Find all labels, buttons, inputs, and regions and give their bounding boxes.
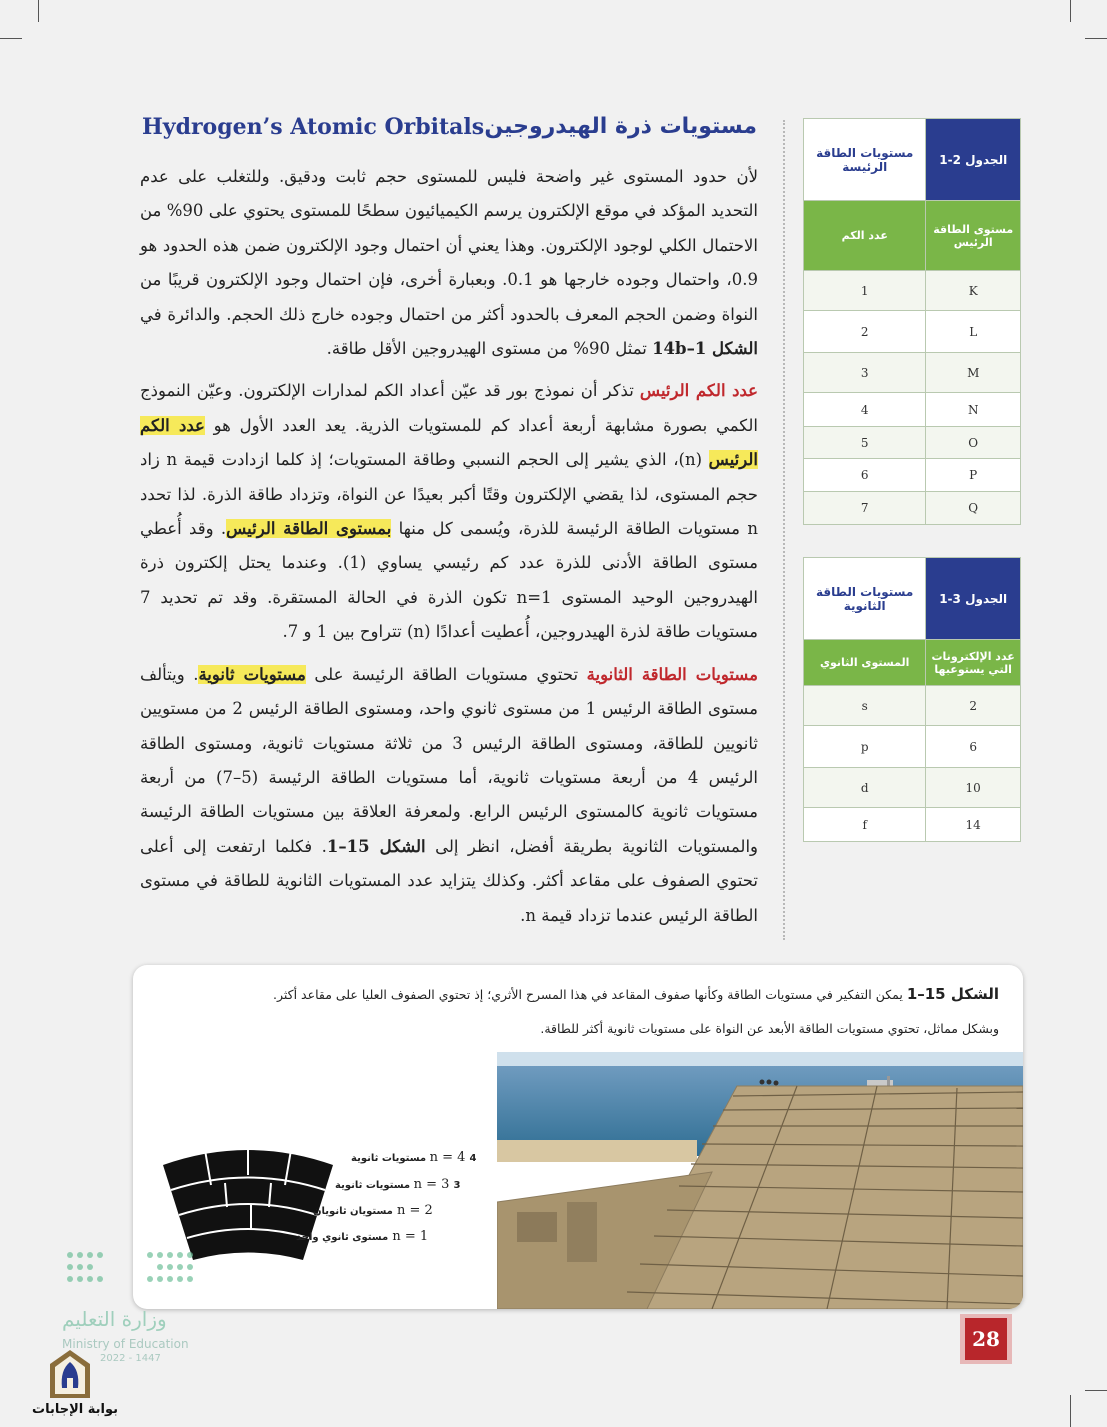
table-label: الجدول 2-1 (926, 119, 1021, 201)
table-row: 6 P (804, 459, 1021, 492)
figure-ref: الشكل 14b–1 (652, 339, 758, 359)
section-heading: مستويات الطاقة الثانوية (586, 664, 758, 684)
body-text (140, 160, 758, 941)
table-principal-levels (803, 118, 1021, 525)
page-number: 28 (965, 1318, 1007, 1360)
key-term: بمستوى الطاقة الرئيس (226, 519, 392, 539)
amphitheater-photo (497, 1052, 1023, 1309)
figure-caption-line1: الشكل 15–1 يمكن التفكير في مستويات الطاقة وكأنها صفوف المقاعد في هذا المسرح الأثري؛ إذ تحتوي الصفوف العليا على مقاعد أكثر. (273, 985, 999, 1003)
table-row: 7 Q (804, 492, 1021, 525)
dots-icon (60, 1245, 210, 1295)
ministry-year: 2022 - 1447 (100, 1353, 161, 1364)
table-row: f 14 (804, 808, 1021, 842)
arabic-title: مستويات ذرة الهيدروجين (484, 114, 757, 139)
crop-mark (1070, 0, 1071, 22)
figure-box (133, 965, 1023, 1309)
column-divider (783, 120, 785, 940)
table-row: s 2 (804, 686, 1021, 726)
level-label-n4: n = 4 4 مستويات ثانوية (351, 1150, 477, 1165)
key-term: عدد الكم الرئيس (140, 415, 758, 470)
table-label: الجدول 3-1 (926, 558, 1021, 640)
level-label-n3: n = 3 3 مستويات ثانوية (335, 1177, 461, 1192)
column-header: المستوى الثانوي (804, 640, 926, 686)
ministry-name-ar: وزارة التعليم (62, 1307, 167, 1331)
table-row: 2 L (804, 311, 1021, 353)
key-term: مستويات ثانوية (198, 664, 306, 684)
figure-caption-line2: وبشكل مماثل، تحتوي مستويات الطاقة الأبعد عن النواة على مستويات ثانوية أكثر للطاقة. (540, 1021, 999, 1036)
crop-mark (1085, 38, 1107, 39)
table-body (804, 686, 1021, 842)
crop-mark (0, 38, 22, 39)
english-title: Hydrogen’s Atomic Orbitals (142, 114, 485, 140)
mosque-icon (40, 1348, 100, 1400)
table-body (804, 271, 1021, 525)
level-label-n1: n = 1 مستوى ثانوي واحد (296, 1229, 429, 1244)
paragraph-sublevels: مستويات الطاقة الثانوية تحتوي مستويات الطاقة الرئيسة على مستويات ثانوية. ويتألف مستوى الطاقة الرئيس 1 من مستوى ثانوي واحد، ومستوى الطاقة الرئيس 2 من مستويين ثانويين للطاقة، ومستوى الطاقة الرئيس 3 من ثلاثة مستويات ثانوية، ومستوى الطاقة الرئيس 4 من أربعة مستويات ثانوية، أما مستويات الطاقة الرئيسة (5–7) من أربعة مستويات ثانوية كالمستوى الرئيس الرابع. ولمعرفة العلاقة بين مستويات الطاقة الرئيسة والمستويات الثانوية بطريقة أفضل، انظر إلى الشكل 15–1. فكلما ارتفعت إلى أعلى تحتوي الصفوف على مقاعد أكثر. وكذلك يتزايد عدد المستويات الثانوية للطاقة في مستوى الطاقة الرئيس عندما تزداد قيمة n. (140, 664, 758, 925)
brand-label: بوابة الإجابات (32, 1402, 118, 1417)
table-sublevels (803, 557, 1021, 842)
table-row: d 10 (804, 768, 1021, 808)
table-row: p 6 (804, 726, 1021, 768)
site-brand[interactable] (18, 1348, 118, 1423)
section-heading: عدد الكم الرئيس (639, 381, 758, 401)
table-row: 3 M (804, 353, 1021, 393)
column-header: عدد الكم (804, 201, 926, 271)
column-header: عدد الإلكترونات التي يستوعبها (926, 640, 1021, 686)
table-title: مستويات الطاقة الثانوية (804, 558, 926, 640)
ministry-name-en: Ministry of Education (62, 1337, 189, 1351)
table-row: 5 O (804, 427, 1021, 459)
crop-mark (1085, 1390, 1107, 1391)
level-label-n2: n = 2 مستويان ثانويان (313, 1203, 433, 1218)
paragraph-principal-quantum-number: عدد الكم الرئيس تذكر أن نموذج بور قد عيّن أعداد الكم لمدارات الإلكترون. وعيّن النموذج الكمي بصورة مشابهة أربعة أعداد كم للمستويات الذرية. يعد العدد الأول هو عدد الكم الرئيس (n)، الذي يشير إلى الحجم النسبي وطاقة المستويات؛ إذ كلما ازدادت قيمة n زاد حجم المستوى، لذا يقضي الإلكترون وقتًا أكبر بعيدًا عن النواة، وتزداد طاقة الذرة. لذا تحدد n مستويات الطاقة الرئيسة للذرة، ويُسمى كل منها بمستوى الطاقة الرئيس. وقد أُعطي مستوى الطاقة الأدنى للذرة عدد كم رئيسي يساوي (1). وعندما يحتل إلكترون ذرة الهيدروجين الوحيد المستوى n=1 تكون الذرة في الحالة المستقرة. وقد تم تحديد 7 مستويات طاقة لذرة الهيدروجين، أُعطيت أعدادًا (n) تتراوح بين 1 و 7. (140, 381, 758, 642)
energy-level-diagram (163, 1145, 493, 1285)
figure-ref: الشكل 15–1 (326, 836, 426, 856)
table-row: 1 K (804, 271, 1021, 311)
column-header: مستوى الطاقة الرئيس (926, 201, 1021, 271)
table-row: 4 N (804, 393, 1021, 427)
crop-mark (38, 0, 39, 22)
crop-mark (1070, 1395, 1071, 1427)
figure-label: الشكل 15–1 (906, 985, 999, 1003)
paragraph-orbital-boundary: لأن حدود المستوى غير واضحة فليس للمستوى حجم ثابت ودقيق. وللتغلب على عدم التحديد المؤكد في موقع الإلكترون يرسم الكيميائيون سطحًا للمستوى يحتوي على 90% من الاحتمال الكلي لوجود الإلكترون. وهذا يعني أن احتمال وجود الإلكترون ضمن هذه الحدود هو 0.9، واحتمال وجوده خارجها هو 0.1. وبعبارة أخرى، فإن احتمال وجود الإلكترون قريبًا من النواة وضمن الحجم المعرف بالحدود أكثر من احتمال وجوده خارج ذلك الحجم. والدائرة في الشكل 14b–1 تمثل 90% من مستوى الهيدروجين الأقل طاقة. (140, 167, 758, 359)
table-title: مستويات الطاقة الرئيسة (804, 119, 926, 201)
